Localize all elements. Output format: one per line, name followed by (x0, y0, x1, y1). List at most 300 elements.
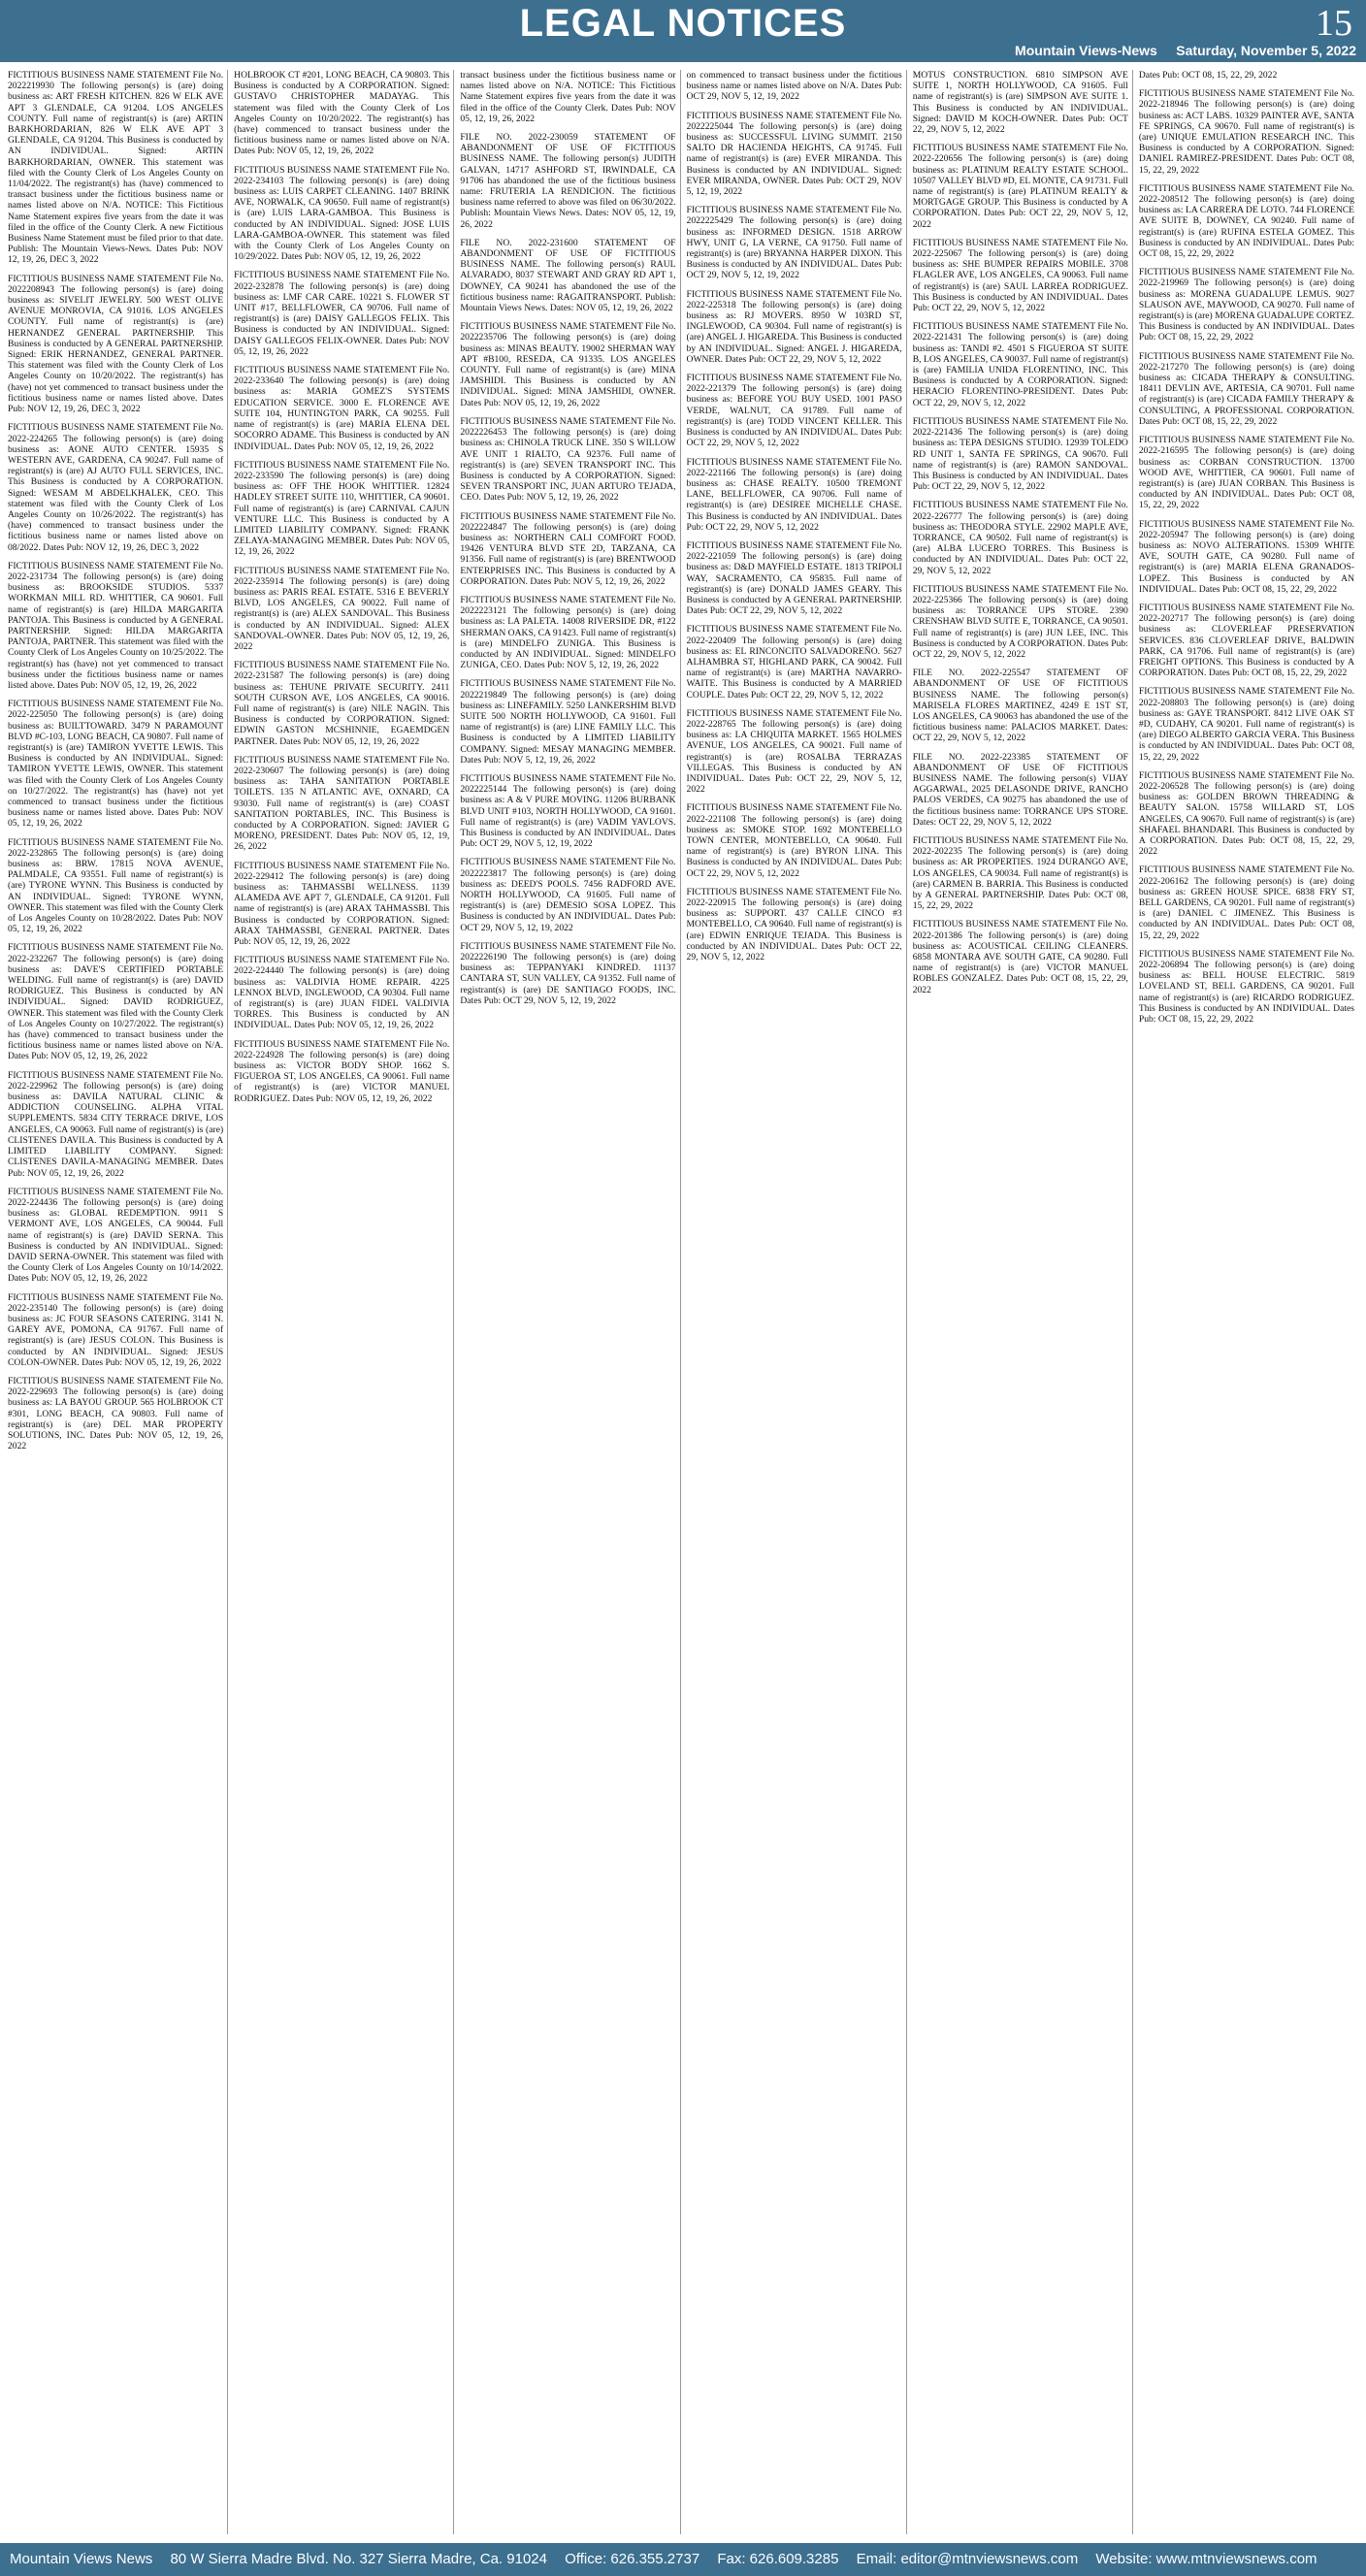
notice-column (8, 70, 228, 2534)
legal-notice (460, 238, 675, 313)
legal-notice (687, 708, 902, 796)
notice-publication-dates: Dates Pub: OCT 08, 15, 22, 29, 2022 (1138, 740, 1355, 763)
legal-notice (460, 321, 675, 408)
notice-file-number: File No. 2022-229693 (8, 1375, 224, 1398)
legal-notice (687, 887, 902, 962)
notice-body: The following person(s) is (are) doing business as: BEFORE YOU BUY USED. 1001 PASO VERDE, WALNUT, CA 91789. Full name of registrant(s) is (are) TODD VINCENT KELLER. This Business is conducted by AN INDIVIDUAL. (686, 383, 902, 439)
notice-file-number: File No. 2022225144 (460, 772, 676, 796)
notice-publication-dates: Dates Pub: NOV 05, 12, 19, 26, 2022 (56, 679, 197, 691)
notice-file-number: File No. 2022-232878 (234, 270, 450, 292)
notice-publication-dates: Dates Pub: NOV 05, 12, 19, 26, 2022 (234, 335, 450, 357)
notice-body: The following person(s) is (are) doing business as: VICTOR BODY SHOP. 1662 S. FIGUEROA ST, LOS ANGELES, CA 90061. Full name of registrant(s) is (are) VICTOR MANUEL RODRIGUEZ. (234, 1049, 450, 1104)
notice-heading: FICTITIOUS BUSINESS NAME STATEMENT (1138, 267, 1322, 278)
notice-publication-dates: Dates Pub: OCT 08, 15, 22, 29, 2022 (1138, 415, 1278, 427)
legal-notice (1139, 70, 1354, 81)
notice-file-number: File No. 2022208943 (8, 273, 224, 295)
notice-file-number: File No. 2022-232865 (8, 836, 224, 859)
notice-file-number: File No. 2022-208512 (1138, 182, 1355, 206)
legal-notice (913, 500, 1128, 575)
notice-file-number: File No. 2022-221436 (912, 415, 1128, 439)
notice-publication-dates: Dates Pub: NOV 05, 12, 19, 26, 2022 (294, 1020, 434, 1031)
notice-body: STATEMENT OF ABANDONMENT OF USE OF FICTITIOUS BUSINESS NAME. The following person(s) RAUL ALVARADO, 8037 STEWART AND GRAY RD APT 1, DOWNEY, CA 90241 has abandoned the use of the fictitious business name: RAGAITRANSPORT. (460, 237, 676, 303)
notice-file-number: File No. 2022-225050 (8, 699, 224, 721)
notice-file-number: File No. 2022-234103 (234, 164, 450, 186)
notice-body: The following person(s) is (are) doing business as: OFF THE HOOK WHITTIER. 12824 HADLEY STREET SUITE 110, WHITTIER, CA 90601. Full name of registrant(s) is (are) CARNIVAL CAJUN VENTURE LLC. This Business is conducted by A LIMITED LIABILITY COMPANY. Signed: FRANK ZELAYA-MANAGING MEMBER. (234, 470, 450, 547)
notice-heading: FICTITIOUS BUSINESS NAME STATEMENT (8, 560, 191, 571)
legal-notice (913, 752, 1128, 828)
notice-file-number: File No. 2022226453 (460, 415, 676, 439)
notice-publication-dates: Dates: OCT 22, 29, NOV 5, 12, 2022 (912, 722, 1128, 744)
notice-body: The following person(s) is (are) doing business as: MORENA GUADALUPE LEMUS. 9027 SLAUSON AVE, MAYWOOD, CA 90270. Full name of registrant(s) is (are) MORENA GUADALUPE CORTEZ. This Business is conducted by AN INDIVIDUAL. (1138, 277, 1355, 333)
notice-body: The following person(s) is (are) doing business as: TAHA SANITATION PORTABLE TOILETS. 135 N ATLANTIC AVE, OXNARD, CA 93030. Full name of registrant(s) is (are) COAST SANITATION PORTABLES, INC. This Business is conducted by A CORPORATION. Signed: JAVIER G MORENO, PRESIDENT. (234, 765, 450, 842)
notice-body: The following person(s) is (are) doing business as: TANDI #2. 4501 S FIGUEROA ST SUITE B, LOS ANGELES, CA 90037. Full name of registrant(s) is (are) FAMILIA UNIDA FLORENTINO, INC. This Business is conducted by A CORPORATION. Signed: HERACIO FLORENTINO-PRESIDENT. (912, 332, 1128, 398)
notice-file-number: File No. 2022-202235 (912, 835, 1128, 858)
legal-notice (1139, 519, 1354, 595)
notice-file-number: File No. 2022-221059 (686, 539, 902, 563)
notice-heading: FICTITIOUS BUSINESS NAME STATEMENT (686, 288, 869, 300)
notice-body: The following person(s) is (are) doing business as: LA CARRERA DE LOTO. 744 FLORENCE AVE SUITE B, DOWNEY, CA 90240. Full name of registrant(s) is (are) RUFINA ESTELA GOMEZ. This Business is conducted by AN INDIVIDUAL. (1138, 194, 1355, 248)
legal-notice (234, 365, 449, 452)
notice-publication-dates: Dates Pub: NOV 12, 19, 26, DEC 3, 2022 (8, 392, 224, 415)
notice-body: The following person(s) is (are) doing business as: BELL HOUSE ELECTRIC. 5819 LOVELAND ST, BELL GARDENS, CA 90201. Full name of registrant(s) is (are) RICARDO RODRIGUEZ. This Business is conducted by AN INDIVIDUAL. (1138, 960, 1355, 1014)
notice-file-number: File No. 2022-232267 (8, 942, 224, 964)
notice-publication-dates: Dates Pub: OCT 22, 29, NOV 5, 12, 2022 (686, 857, 902, 879)
notice-body: The following person(s) is (are) doing business as: GAYE TRANSPORT. 8412 LIVE OAK ST #D, CUDAHY, CA 90201. Full name of registrant(s) is (are) DIEGO ALBERTO GARCIA VERA. This Business is conducted by AN INDIVIDUAL. (1138, 697, 1355, 752)
notice-publication-dates: Dates Pub: OCT 22, 29, NOV 5, 12, 2022 (912, 113, 1128, 136)
legal-notice (1139, 267, 1354, 342)
notice-publication-dates: Dates Pub: OCT 22, 29, NOV 5, 12, 2022 (912, 554, 1128, 576)
notice-body: The following person(s) is (are) doing business as: CLOVERLEAF PRESERVATION SERVICES. 836 CLOVERLEAF DRIVE, BALDWIN PARK, CA 91706. Full name of registrant(s) is (are) FREIGHT OPTIONS. This Business is conducted by A CORPORATION. (1138, 613, 1355, 679)
notice-publication-dates: Dates Pub: NOV 05, 12, 19, 26, 2022 (234, 536, 450, 558)
notice-body: The following person(s) is (are) doing business as: TEHUNE PRIVATE SECURITY. 2411 SOUTH CURSON AVE, LOS ANGELES, CA 90016. Full name of registrant(s) is (are) NILE NAGIN. This Business is conducted by CORPORATION. Signed: EDWIN GASTON MCSHINNIE, EGAEMDGEN PARTNER. (234, 670, 450, 747)
notice-file-number: File No. 2022-205947 (1138, 518, 1355, 540)
notice-heading: FICTITIOUS BUSINESS NAME STATEMENT (8, 422, 191, 434)
footer-publication: Mountain Views News (10, 2551, 153, 2567)
notice-publication-dates: Dates Pub: NOV 05, 12, 19, 26, 2022 (294, 440, 434, 452)
notice-heading: FICTITIOUS BUSINESS NAME STATEMENT (234, 955, 417, 966)
notice-body: The following person(s) is (are) doing business as: JC FOUR SEASONS CATERING. 3141 N. GAREY AVE, POMONA, CA 91767. Full name of registrant(s) is (are) JESUS COLON. This Business is conducted by AN INDIVIDUAL. Signed: JESUS COLON-OWNER. (8, 1302, 224, 1368)
notice-publication-dates: Dates Pub: NOV 05, 12, 19, 26, 2022 (8, 1429, 224, 1452)
notice-column (234, 70, 454, 2534)
notice-body: The following person(s) is (are) doing business as: CORBAN CONSTRUCTION. 13700 WOOD AVE, WHITTIER, CA 90601. Full name of registrant(s) is (are) JUAN CORBAN. This Business is conducted by AN INDIVIDUAL. (1138, 445, 1355, 501)
notice-body: The following person(s) is (are) doing business as: DAVE'S CERTIFIED PORTABLE WELDING. Full name of registrant(s) is (are) DAVID RODRIGUEZ. This Business is conducted by AN INDIVIDUAL. Signed: DAVID RODRIGUEZ, OWNER. This statement was filed with the County Clerk of Los Angeles County on 10/27/2022. The registrant(s) has (have) commenced to transact business under the fictitious business name or names listed above on N/A. (8, 953, 224, 1052)
legal-notice (687, 373, 902, 448)
notice-body: The following person(s) is (are) doing business as: VALDIVIA HOME REPAIR. 4225 LENNOX BLVD, INGLEWOOD, CA 90304. Full name of registrant(s) is (are) JUAN FIDEL VALDIVIA TORRES. This Business is conducted by AN INDIVIDUAL. (234, 965, 450, 1031)
notice-body: The following person(s) is (are) doing business as: AONE AUTO CENTER. 15935 S WESTERN AVE, GARDENA, CA 90247. Full name of registrant(s) is (are) AJ AUTO FULL SERVICES, INC. This Business is conducted by A CORPORATION. Signed: WESAM M ABDELKHALEK, CEO. This statement was filed with the County Clerk of Los Angeles County on 10/26/2022. The registrant(s) has (have) commenced to transact business under the fictitious business name or names listed above on 08/2022. (8, 433, 224, 553)
notice-file-number: File No. 2022-219969 (1138, 267, 1355, 289)
legal-notice (913, 835, 1128, 911)
notice-publication-dates: Dates Pub: NOV 05, 12, 19, 26, 2022 (8, 807, 224, 830)
notice-heading: FICTITIOUS BUSINESS NAME STATEMENT (686, 456, 869, 468)
notice-publication-dates: Dates Pub: OCT 08, 15, 22, 29, 2022 (1138, 321, 1355, 343)
notice-publication-dates: Publish: Mountain Views News. Dates: NOV 05, 12, 19, 26, 2022 (460, 208, 676, 230)
notice-heading: FICTITIOUS BUSINESS NAME STATEMENT (234, 270, 417, 281)
legal-notice (234, 861, 449, 948)
notice-publication-dates: Publish: The Mountain Views-News. Dates Pub: NOV 12, 19, 26, DEC 3, 2022 (8, 244, 224, 266)
notice-publication-dates: Dates Pub: OCT 22, 29, NOV 5, 12, 2022 (725, 353, 882, 365)
notice-publication-dates: Dates Pub: OCT 08, 15, 22, 29, 2022 (1138, 1002, 1355, 1026)
page-title: LEGAL NOTICES (519, 2, 847, 45)
legal-notice (460, 678, 675, 766)
notice-body: The following person(s) is (are) doing business as: MARIA GOMEZ'S SYSTEMS EDUCATION SERVICE. 3000 E. FLORENCE AVE SUITE 104, HUNTINGTON PARK, CA 90255. Full name of registrant(s) is (are) MARIA ELENA DEL SOCORRO ADAME. This Business is conducted by AN INDIVIDUAL. (234, 375, 450, 452)
legal-notice (8, 699, 223, 829)
notice-heading: FICTITIOUS BUSINESS NAME STATEMENT (8, 942, 191, 954)
footer (0, 2543, 1366, 2576)
notice-heading: FICTITIOUS BUSINESS NAME STATEMENT (1138, 350, 1322, 362)
notice-body: The following person(s) is (are) doing business as: TAHMASSBI WELLNESS. 1139 ALAMEDA AVE APT 7, GLENDALE, CA 91201. Full name of registrant(s) is (are) ARAX TAHMASSBI. This Business is conducted by CORPORATION. Signed: ARAX TAHMASSBI, GENERAL PARTNER. (234, 870, 450, 936)
notice-heading: FICTITIOUS BUSINESS NAME STATEMENT (234, 660, 417, 671)
notice-publication-dates: Dates Pub: OCT 08, 15, 22, 29, 2022 (1208, 668, 1348, 679)
notice-file-number: File No. 2022-220409 (686, 624, 902, 646)
notice-file-number: File No. 2022-201386 (912, 919, 1128, 941)
notice-publication-dates: Dates Pub: OCT 22, 29, NOV 5, 12, 2022 (912, 291, 1128, 314)
notice-heading: FICTITIOUS BUSINESS NAME STATEMENT (460, 940, 643, 952)
notice-file-number: File No. 2022-221431 (912, 321, 1128, 343)
legal-notice (234, 270, 449, 357)
notice-publication-dates: Dates Pub: NOV 05, 12, 19, 26, 2022 (8, 1273, 147, 1285)
notice-publication-dates: Dates Pub: OCT 08, 15, 22, 29, 2022 (1138, 237, 1355, 260)
legal-notice (8, 837, 223, 935)
notice-heading: FICTITIOUS BUSINESS NAME STATEMENT (912, 415, 1095, 427)
notice-file-number: File No. 2022-206162 (1138, 864, 1355, 887)
notice-heading: FICTITIOUS BUSINESS NAME STATEMENT (460, 678, 643, 690)
legal-notice (8, 942, 223, 1061)
notice-heading: FICTITIOUS BUSINESS NAME STATEMENT (686, 373, 869, 384)
notice-file-number: File No. 2022-233590 (234, 459, 450, 481)
notice-file-number: File No. 2022-220656 (912, 143, 1128, 165)
notice-publication-dates: Dates Pub: OCT 22, 29, NOV 5, 12, 2022 (686, 427, 902, 449)
legal-notice (1139, 435, 1354, 510)
notice-file-number: File No. 2022-235140 (8, 1291, 224, 1314)
notice-body: The following person(s) is (are) doing business as: ART FRESH KITCHEN. 826 W ELK AVE APT 3 GLENDALE, CA 91204. LOS ANGELES COUNTY. Full name of registrant(s) is (are) ARTIN BARKHORDARIAN, 826 W ELK AVE APT 3 GLENDALE, CA 91204. This Business is conducted by AN INDIVIDUAL. Signed: ARTIN BARKHORDARIAN, OWNER. This statement was filed with the County Clerk of Los Angeles County on 11/04/2022. The registrant(s) has (have) commenced to transact business under the fictitious business name or names listed above on N/A. NOTICE: This Fictitious Name Statement expires five years from the date it was filed in the office of the County Clerk. A new Fictitious Business Name Statement must be filed prior to that date. (8, 81, 224, 245)
footer-office: Office: 626.355.2737 (565, 2551, 700, 2567)
notice-body: STATEMENT OF ABANDONMENT OF USE OF FICTITIOUS BUSINESS NAME. The following person(s) VIJAY AGGARWAL, 2025 DELASONDE DRIVE, RANCHO PALOS VERDES, CA 90275 has abandoned the use of the fictitious business name: TORRANCE UPS STORE. (912, 751, 1128, 817)
notice-publication-dates: Dates Pub: NOV 05, 12, 19, 26, 2022 (234, 925, 450, 948)
notice-file-number: File No. 2022219849 (460, 678, 676, 701)
legal-notice (1139, 88, 1354, 176)
notice-heading: FICTITIOUS BUSINESS NAME STATEMENT (686, 707, 869, 719)
legal-notice (234, 566, 449, 653)
notice-file-number: File No. 2022-233640 (234, 365, 450, 387)
legal-notice (460, 595, 675, 670)
notice-heading: FICTITIOUS BUSINESS NAME STATEMENT (1138, 948, 1322, 960)
notice-file-number: File No. 2022-226777 (912, 500, 1128, 522)
notice-publication-dates: Dates Pub: OCT 22, 29, NOV 5, 12, 2022 (912, 208, 1128, 230)
notice-file-number: File No. 2022-221166 (686, 456, 902, 478)
footer-website[interactable]: Website: www.mtnviewsnews.com (1095, 2551, 1317, 2567)
legal-notice (913, 668, 1128, 743)
legal-notice (460, 511, 675, 587)
notice-heading: FICTITIOUS BUSINESS NAME STATEMENT (1138, 88, 1322, 100)
notice-body: The following person(s) is (are) doing business as: TEPPANYAKI KINDRED. 11137 CANTARA ST, SUN VALLEY, CA 91352. Full name of registrant(s) is (are) DE SANTIAGO FOODS, INC. (460, 952, 676, 995)
notice-body: The following person(s) is (are) doing business as: SUCCESSFUL LIVING SUMMIT. 2150 SALTO DR HACIENDA HEIGHTS, CA 91745. Full name of registrant(s) is (are) EVER MIRANDA. This Business is conducted by AN INDIVIDUAL. Signed: EVER MIRANDA, OWNER. (686, 120, 902, 186)
legal-notice (234, 955, 449, 1030)
notice-heading: FICTITIOUS BUSINESS NAME STATEMENT (8, 273, 191, 284)
notice-heading: FICTITIOUS BUSINESS NAME STATEMENT (1138, 435, 1322, 446)
notice-heading: FICTITIOUS BUSINESS NAME STATEMENT (1138, 182, 1322, 194)
notice-publication-dates: Dates Pub: NOV 05, 12, 19, 26, 2022 (292, 1092, 433, 1104)
notice-body: The following person(s) is (are) doing business as: PARIS REAL ESTATE. 5316 E BEVERLY BLVD, LOS ANGELES, CA 90022. Full name of registrant(s) is (are) ALEX SANDOVAL. This Business is conducted by AN INDIVIDUAL. Signed: ALEX SANDOVAL-OWNER. (234, 575, 450, 641)
notice-body: The following person(s) is (are) doing business as: GLOBAL REDEMPTION. 9911 S VERMONT AVE, LOS ANGELES, CA 90044. Full name of registrant(s) is (are) DAVID SERNA. This Business is conducted by AN INDIVIDUAL. Signed: DAVID SERNA-OWNER. This statement was filed with the County Clerk of Los Angeles County on 10/14/2022. (8, 1196, 224, 1274)
notice-file-number: File No. 2022-225318 (686, 288, 902, 310)
legal-notice (1139, 949, 1354, 1025)
notice-body: The following person(s) is (are) doing business as: LA BAYOU GROUP. 565 HOLBROOK CT #301, LONG BEACH, CA 90803. Full name of registrant(s) is (are) DEL MAR PROPERTY SOLUTIONS, INC. (8, 1386, 224, 1441)
notice-heading: FICTITIOUS BUSINESS NAME STATEMENT (234, 1038, 417, 1050)
notice-body: The following person(s) is (are) doing business as: LINEFAMILY. 5250 LANKERSHIM BLVD SUITE 500 NORTH HOLLYWOOD, CA 91601. Full name of registrant(s) is (are) LINE FAMILY LLC. This Business is conducted by A LIMITED LIABILITY COMPANY. Signed: MESAY MANAGING MEMBER. (460, 689, 676, 755)
legal-notice (1139, 864, 1354, 940)
notice-file-number: File No. 2022225429 (686, 205, 902, 227)
notice-heading: FICTITIOUS BUSINESS NAME STATEMENT (8, 699, 191, 710)
notice-publication-dates: Dates Pub: NOV 5, 12, 19, 26, 2022 (530, 575, 666, 587)
notice-file-number: File No. 2022-225366 (912, 583, 1128, 605)
notice-file-number: File No. 2022-218946 (1138, 88, 1355, 111)
legal-notice (687, 111, 902, 198)
notice-column (1139, 70, 1358, 2534)
footer-fax: Fax: 626.609.3285 (717, 2551, 839, 2567)
notice-heading: FICTITIOUS BUSINESS NAME STATEMENT (234, 565, 417, 576)
notice-file-number: File No. 2022224847 (460, 510, 676, 533)
notice-file-number: File No. 2022-230607 (234, 754, 450, 776)
notice-publication-dates: Dates Pub: OCT 29, NOV 5, 12, 19, 2022 (686, 81, 902, 103)
legal-notice (913, 70, 1128, 135)
legal-notice (8, 422, 223, 552)
legal-notice (234, 1039, 449, 1104)
notice-heading: FICTITIOUS BUSINESS NAME STATEMENT (460, 772, 643, 784)
legal-notice (460, 132, 675, 230)
notice-publication-dates: Dates Pub: NOV 05, 12, 19, 26, 2022 (8, 913, 224, 935)
legal-notice (234, 755, 449, 853)
notice-publication-dates: Dates Pub: OCT 29, NOV 5, 12, 19, 2022 (686, 259, 902, 281)
notice-file-number: File No. 2022-235914 (234, 565, 450, 587)
notice-file-number: File No. 2022-216595 (1138, 435, 1355, 457)
notice-publication-dates: Dates Pub: NOV 05, 12, 19, 26, 2022 (81, 1356, 222, 1368)
legal-notice (913, 321, 1128, 408)
notice-body: The following person(s) is (are) doing business as: NORTHERN CALI COMFORT FOOD. 19426 VENTURA BLVD STE 2D, TARZANA, CA 91356. Full name of registrant(s) is (are) BRENTWOOD ENTERPRISES INC. This Business is conducted by A CORPORATION. (460, 521, 676, 587)
notice-heading: FICTITIOUS BUSINESS NAME STATEMENT (912, 500, 1095, 511)
notice-body: STATEMENT OF ABANDONMENT OF USE OF FICTITIOUS BUSINESS NAME. The following person(s) MARISELA FLORES MARTINEZ, 4249 E 1ST ST, LOS ANGELES, CA 90063 has abandoned the use of the fictitious business name: PALACIOS MARKET. (912, 668, 1128, 734)
footer-address: 80 W Sierra Madre Blvd. No. 327 Sierra Madre, Ca. 91024 (170, 2551, 547, 2567)
notice-body: The following person(s) is (are) doing business as: DAVILA NATURAL CLINIC & ADDICTION COUNSELING. ALPHA VITAL SUPPLEMENTS. 5834 CITY TERRACE DRIVE, LOS ANGELES, CA 90063. Full name of registrant(s) is (are) CLISTENES DAVILA. This Business is conducted by A LIMITED LIABILITY COMPANY. Signed: CLISTENES DAVILA-MANAGING MEMBER. (8, 1080, 224, 1168)
notice-column (687, 70, 907, 2534)
legal-notice (1139, 183, 1354, 259)
notice-heading: FICTITIOUS BUSINESS NAME STATEMENT (1138, 864, 1322, 876)
notice-body: The following person(s) is (are) doing business as: A & V PURE MOVING. 11206 BURBANK BLVD UNIT #103, NORTH HOLLYWOOD, CA 91601. Full name of registrant(s) is (are) VADIM YAVLOVS. This Business is conducted by AN INDIVIDUAL. (460, 784, 676, 838)
notice-file-number: File No. 2022-202717 (1138, 602, 1355, 625)
page-number: 15 (1316, 3, 1352, 44)
notice-body: The following person(s) is (are) doing business as: LUIS CARPET CLEANING. 1407 BRINK AVE, NORWALK, CA 90650. Full name of registrant(s) is (are) LUIS LARA-GAMBOA. This Business is conducted by AN INDIVIDUAL. Signed: JOSE LUIS LARA-GAMBOA-OWNER. This statement was filed with the County Clerk of Los Angeles County on 10/29/2022. (234, 175, 450, 263)
legal-notice (687, 802, 902, 878)
notice-heading: FICTITIOUS BUSINESS NAME STATEMENT (234, 459, 417, 471)
notice-publication-dates: Dates Pub: NOV 05, 12, 19, 26, 2022 (280, 251, 421, 263)
notice-column (460, 70, 680, 2534)
notice-body: The following person(s) is (are) doing business as: RJ MOVERS. 8950 W 103RD ST, INGLEWOOD, CA 90304. Full name of registrant(s) is (are) ANGEL J. HIGAREDA. This Business is conducted by AN INDIVIDUAL. Signed: ANGEL J. HIGAREDA, OWNER. (686, 299, 902, 365)
notice-body: The following person(s) is (are) doing business as: EL RINCONCITO SALVADOREÑO. 5627 ALHAMBRA ST, HIGHLAND PARK, CA 90042. Full name of registrant(s) is (are) MARTHA NAVARRO-WAITE. This Business is conducted by A MARRIED COUPLE. (686, 635, 902, 701)
notice-file-number: File No. 2022223817 (460, 857, 676, 879)
legal-notice (234, 660, 449, 747)
legal-notice (8, 70, 223, 266)
legal-notice (234, 165, 449, 263)
notice-body: The following person(s) is (are) doing business as: AR PROPERTIES. 1924 DURANGO AVE, LOS ANGELES, CA 90034. Full name of registrant(s) is (are) CARMEN B. BARRIA. This Business is conducted by A GENERAL PARTNERSHIP. (912, 846, 1128, 901)
notice-publication-dates: Dates Pub: NOV 5, 12, 19, 26, 2022 (483, 492, 619, 504)
legal-notice (687, 457, 902, 533)
notice-heading: FICTITIOUS BUSINESS NAME STATEMENT (460, 857, 643, 868)
notice-file-number: File No. 2022-231734 (8, 560, 224, 582)
notice-publication-dates: Dates Pub: OCT 29, NOV 5, 12, 19, 2022 (460, 995, 616, 1006)
notice-file-number: File No. 2022-224440 (234, 955, 450, 977)
notice-body: transact business under the fictitious business name or names listed above on N/A. NOTICE: This Fictitious Name Statement expires five years from the date it was filed in the office of the County Clerk. (460, 70, 676, 114)
notice-body: The following person(s) is (are) doing business as: MINAS BEAUTY. 19002 SHERMAN WAY APT #B100, RESEDA, CA 91335. LOS ANGELES COUNTY. Full name of registrant(s) is (are) MINA JAMSHIDI. This Business is conducted by AN INDIVIDUAL. Signed: MINA JAMSHIDI, OWNER. (460, 332, 676, 398)
notice-publication-dates: Dates Pub: OCT 22, 29, NOV 5, 12, 2022 (912, 386, 1128, 408)
notice-body: The following person(s) is (are) doing business as: LA CHIQUITA MARKET. 1565 HOLMES AVENUE, LOS ANGELES, CA 90021. Full name of registrant(s) is (are) ROSALBA TERRAZAS VILLEGAS. This Business is conducted by AN INDIVIDUAL. (686, 718, 902, 784)
notice-heading: FICTITIOUS BUSINESS NAME STATEMENT (234, 860, 417, 871)
notice-heading: FICTITIOUS BUSINESS NAME STATEMENT (460, 594, 643, 605)
legal-notice (460, 70, 675, 124)
notice-publication-dates: Dates Pub: OCT 08, 15, 22, 29, 2022 (1138, 835, 1355, 858)
notice-heading: FICTITIOUS BUSINESS NAME STATEMENT (460, 510, 643, 522)
notice-file-number: File No. 2022235706 (460, 321, 676, 343)
notice-file-number: File No. 2022-224928 (234, 1038, 450, 1060)
notice-body: HOLBROOK CT #201, LONG BEACH, CA 90803. This Business is conducted by A CORPORATION. Signed: GUSTAVO CHRISTOPHER MADAYAG. This statement was filed with the County Clerk of Los Angeles County on 10/20/2022. The registrant(s) has (have) commenced to transact business under the fictitious business name or names listed above on N/A. (234, 70, 450, 147)
legal-notice (460, 857, 675, 932)
footer-email[interactable]: Email: editor@mtnviewsnews.com (856, 2551, 1079, 2567)
notice-file-number: File No. 2022-208803 (1138, 686, 1355, 708)
notice-file-number: File No. 2022225044 (686, 110, 902, 132)
notice-heading: FICTITIOUS BUSINESS NAME STATEMENT (912, 321, 1095, 333)
notice-file-number: File No. 2022-224265 (8, 422, 224, 444)
notice-publication-dates: Dates Pub: NOV 05, 12, 19, 26, 2022 (460, 397, 601, 408)
notice-body: MOTUS CONSTRUCTION. 6810 SIMPSON AVE SUITE 1, NORTH HOLLYWOOD, CA 91605. Full name of registrant(s) is (are) SIMPSON AVE SUITE 1. This Business is conducted by AN INDIVIDUAL. Signed: DAVID M KOCH-OWNER. (912, 70, 1128, 124)
notice-heading: FICTITIOUS BUSINESS NAME STATEMENT (8, 1291, 191, 1303)
notice-file-number: File No. 2022-224436 (8, 1186, 224, 1208)
notice-heading: FICTITIOUS BUSINESS NAME STATEMENT (460, 415, 643, 427)
notice-heading: FILE NO. 2022-230059 (460, 132, 578, 144)
notice-publication-dates: Dates Pub: OCT 22, 29, NOV 5, 12, 2022 (912, 637, 1128, 660)
notice-body: The following person(s) is (are) doing business as: D&D MAYFIELD ESTATE. 1813 TRIPOLI WAY, SACRAMENTO, CA 95835. Full name of registrant(s) is (are) DONALD JAMES GEARY. This Business is conducted by A GENERAL PARTNERSHIP. (686, 551, 902, 605)
notice-columns (8, 70, 1358, 2534)
legal-notice (8, 561, 223, 691)
notice-heading: FICTITIOUS BUSINESS NAME STATEMENT (8, 1186, 191, 1197)
notice-publication-dates: Dates: OCT 22, 29, NOV 5, 12, 2022 (912, 816, 1052, 828)
notice-publication-dates: Dates Pub: NOV 05, 12, 19, 26, 2022 (8, 1157, 224, 1179)
notice-heading: FICTITIOUS BUSINESS NAME STATEMENT (8, 1375, 191, 1386)
notice-heading: FICTITIOUS BUSINESS NAME STATEMENT (912, 237, 1095, 248)
notice-body: The following person(s) is (are) doing business as: BUILTTOWARD. 3479 N PARAMOUNT BLVD #C-103, LONG BEACH, CA 90807. Full name of registrant(s) is (are) TAMIRON YVETTE LEWIS. This Business is conducted by AN INDIVIDUAL. Signed: TAMIRON YVETTE LEWIS, OWNER. This statement was filed with the County Clerk of Los Angeles County on 10/27/2022. The registrant(s) has (have) not yet commenced to transact business under the fictitious business name or names listed above. (8, 709, 224, 819)
legal-notice (913, 919, 1128, 995)
notice-body: The following person(s) is (are) doing business as: BROOKSIDE STUDIOS. 5337 WORKMAN MILL RD. WHITTIER, CA 90601. Full name of registrant(s) is (are) HILDA MARGARITA PANTOJA. This Business is conducted by A GENERAL PARTNERSHIP. Signed: HILDA MARGARITA PANTOJA, PARTNER. This statement was filed with the County Clerk of Los Angeles County on 10/25/2022. The registrant(s) has (have) not yet commenced to transact business under the fictitious business name or names listed above. (8, 571, 224, 691)
notice-publication-dates: Dates Pub: NOV 05, 12, 19, 26, 2022 (8, 1051, 147, 1062)
notice-heading: FICTITIOUS BUSINESS NAME STATEMENT (234, 164, 417, 176)
legal-notice (8, 1070, 223, 1179)
notice-file-number: File No. 2022-221108 (686, 802, 902, 825)
masthead-date: Saturday, November 5, 2022 (1176, 43, 1356, 58)
legal-notice (460, 416, 675, 504)
notice-publication-dates: Publish: Mountain Views News. Dates: NOV 05, 12, 19, 26, 2022 (460, 291, 676, 314)
notice-body: The following person(s) is (are) doing business as: GREEN HOUSE SPICE. 6838 FRY ST, BELL GARDENS, CA 90201. Full name of registrant(s) is (are) DANIEL C JIMENEZ. This Business is conducted by AN INDIVIDUAL. (1138, 875, 1355, 930)
notice-file-number: File No. 2022-229412 (234, 860, 450, 882)
notice-body: The following person(s) is (are) doing business as: LA PALETA. 14008 RIVERSIDE DR, #122 SHERMAN OAKS, CA 91423. Full name of registrant(s) is (are) MINDELFO ZUNIGA. This Business is conducted by AN INDIVIDUAL. Signed: MINDELFO ZUNIGA, CEO. (460, 605, 676, 671)
notice-publication-dates: Dates Pub: NOV 05, 12, 19, 26, 2022 (234, 146, 374, 157)
notice-publication-dates: Dates Pub: OCT 22, 29, NOV 5, 12, 2022 (686, 772, 902, 796)
legal-notice (913, 584, 1128, 660)
notice-heading: FICTITIOUS BUSINESS NAME STATEMENT (234, 754, 417, 766)
legal-notice (8, 1292, 223, 1368)
notice-body: The following person(s) is (are) doing business as: SHE BUMPER REPAIRS MOBILE. 3708 FLAGLER AVE, LOS ANGELES, CA 90063. Full name of registrant(s) is (are) SAUL LARREA RODRIGUEZ. This Business is conducted by AN INDIVIDUAL. (912, 248, 1128, 303)
legal-notice (8, 274, 223, 415)
notice-publication-dates: Dates Pub: OCT 22, 29, NOV 5, 12, 2022 (686, 940, 902, 963)
notice-heading: FICTITIOUS BUSINESS NAME STATEMENT (686, 802, 869, 814)
legal-notice (687, 289, 902, 365)
legal-notice (1139, 686, 1354, 762)
notice-body: The following person(s) is (are) doing business as: NOVO ALTERATIONS. 15309 WHITE AVE, SOUTH GATE, CA 90280. Full name of registrant(s) is (are) MARIA ELENA GRANADOS-LOPEZ. This Business is conducted by AN INDIVIDUAL. (1138, 529, 1355, 595)
masthead (0, 0, 1366, 62)
notice-file-number: File No. 2022-229962 (8, 1069, 224, 1092)
legal-notice (460, 941, 675, 1006)
notice-body: The following person(s) is (are) doing business as: SMOKE STOP. 1692 MONTEBELLO TOWN CENTER, MONTEBELLO, CA 90640. Full name of registrant(s) is (are) BYRON LINA. This Business is conducted by AN INDIVIDUAL. (686, 813, 902, 868)
notice-file-number: File No. 2022-228765 (686, 707, 902, 730)
notice-publication-dates: Dates Pub: NOV 05, 12, 19, 26, 2022 (460, 102, 676, 124)
notice-body: STATEMENT OF ABANDONMENT OF USE OF FICTITIOUS BUSINESS NAME. The following person(s) JUDITH GALVAN, 14717 ASHFORD ST, IRWINDALE, CA 91706 has abandoned the use of the fictitious business name: FRUTERIA LA RENDICION. The fictitious business name referred to above was filed on 06/30/2022. (460, 132, 676, 209)
notice-body: The following person(s) is (are) doing business as: THEODORA STYLE. 22902 MAPLE AVE, TORRANCE, CA 90502. Full name of registrant(s) is (are) ALBA LUCERO TORRES. This Business is conducted by AN INDIVIDUAL. (912, 510, 1128, 566)
legal-notice (1139, 603, 1354, 678)
notice-heading: FICTITIOUS BUSINESS NAME STATEMENT (8, 1069, 191, 1081)
notice-file-number: File No. 2022-225067 (912, 237, 1128, 260)
notice-publication-dates: Dates Pub: OCT 08, 15, 22, 29, 2022 (1138, 153, 1355, 176)
notice-heading: FICTITIOUS BUSINESS NAME STATEMENT (1138, 686, 1322, 698)
notice-body: The following person(s) is (are) doing business as: PLATINUM REALTY ESTATE SCHOOL. 10507 VALLEY BLVD #D, EL MONTE, CA 91731. Full name of registrant(s) is (are) PLATINUM REALTY & MORTGAGE GROUP. This Business is conducted by A CORPORATION. (912, 153, 1128, 219)
legal-notice (1139, 351, 1354, 427)
notice-publication-dates: Dates Pub: OCT 08, 15, 22, 29, 2022 (1138, 489, 1355, 511)
notice-column (913, 70, 1133, 2534)
notice-publication-dates: Dates Pub: OCT 22, 29, NOV 5, 12, 2022 (686, 605, 843, 617)
notice-heading: FICTITIOUS BUSINESS NAME STATEMENT (460, 321, 643, 333)
notice-heading: FICTITIOUS BUSINESS NAME STATEMENT (912, 583, 1095, 595)
notice-file-number: File No. 2022-220915 (686, 886, 902, 909)
notice-file-number: File No. 2022-206528 (1138, 769, 1355, 792)
notice-heading: FICTITIOUS BUSINESS NAME STATEMENT (234, 365, 417, 376)
notice-heading: FICTITIOUS BUSINESS NAME STATEMENT (686, 886, 869, 897)
notice-heading: FILE NO. 2022-223385 (912, 751, 1030, 763)
legal-notice (687, 70, 902, 103)
notice-publication-dates: Dates Pub: OCT 08, 15, 22, 29, 2022 (1198, 583, 1338, 595)
notice-body: The following person(s) is (are) doing business as: DEED'S POOLS. 7456 RADFORD AVE. NORTH HOLLYWOOD, CA 91605. Full name of registrant(s) is (are) DEMESIO SOSA LOPEZ. This Business is conducted by AN INDIVIDUAL. (460, 867, 676, 923)
notice-publication-dates: Dates Pub: OCT 08, 15, 22, 29, 2022 (1138, 919, 1355, 941)
notice-file-number: File No. 2022226190 (460, 940, 676, 963)
notice-body: on commenced to transact business under the fictitious business name or names listed above on N/A. (686, 70, 902, 92)
notice-heading: FILE NO. 2022-225547 (912, 668, 1030, 679)
legal-notice (687, 624, 902, 700)
notice-heading: FICTITIOUS BUSINESS NAME STATEMENT (912, 143, 1095, 154)
notice-heading: FICTITIOUS BUSINESS NAME STATEMENT (912, 919, 1095, 930)
notice-publication-dates: Dates Pub: OCT 29, NOV 5, 12, 19, 2022 (460, 828, 676, 850)
notice-publication-dates: Dates Pub: OCT 29, NOV 5, 12, 19, 2022 (686, 175, 902, 198)
notice-file-number: File No. 2022-231587 (234, 660, 450, 682)
notice-publication-dates: Dates Pub: NOV 5, 12, 19, 26, 2022 (460, 754, 596, 766)
notice-body: The following person(s) is (are) doing business as: ACOUSTICAL CEILING CLEANERS. 6858 MONTARA AVE SOUTH GATE, CA 90280. Full name of registrant(s) is (are) VICTOR MANUEL ROBLES GONZALEZ. (912, 929, 1128, 985)
notice-publication-dates: Dates Pub: OCT 22, 29, NOV 5, 12, 2022 (912, 470, 1128, 493)
notice-body: The following person(s) is (are) doing business as: CHASE REALTY. 10500 TREMONT LANE, BELLFLOWER, CA 90706. Full name of registrant(s) is (are) DESIREE MICHELLE CHASE. This Business is conducted by AN INDIVIDUAL. (686, 467, 902, 522)
notice-body: The following person(s) is (are) doing business as: SUPPORT. 437 CALLE CINCO #3 MONTEBELLO, CA 90640. Full name of registrant(s) is (are) EDWIN ENRIQUE TEJADA. This Business is conducted by AN INDIVIDUAL. (686, 897, 902, 952)
notice-file-number: File No. 2022-206894 (1138, 948, 1355, 971)
legal-notice (687, 540, 902, 616)
notice-heading: FICTITIOUS BUSINESS NAME STATEMENT (686, 539, 869, 551)
notice-body: The following person(s) is (are) doing business as: GOLDEN BROWN THREADING & BEAUTY SALON. 15758 WILLARD ST, LOS ANGELES, CA 90670. Full name of registrant(s) is (are) SHAFAEL BHANDARI. This Business is conducted by A CORPORATION. (1138, 780, 1355, 846)
notice-heading: FICTITIOUS BUSINESS NAME STATEMENT (1138, 602, 1322, 613)
notice-file-number: File No. 2022219930 (8, 70, 224, 92)
notice-body: Dates Pub: OCT 08, 15, 22, 29, 2022 (1138, 70, 1278, 81)
notice-heading: FICTITIOUS BUSINESS NAME STATEMENT (8, 836, 191, 848)
legal-notice (913, 143, 1128, 230)
notice-publication-dates: Dates Pub: OCT 08, 15, 22, 29, 2022 (912, 890, 1128, 912)
